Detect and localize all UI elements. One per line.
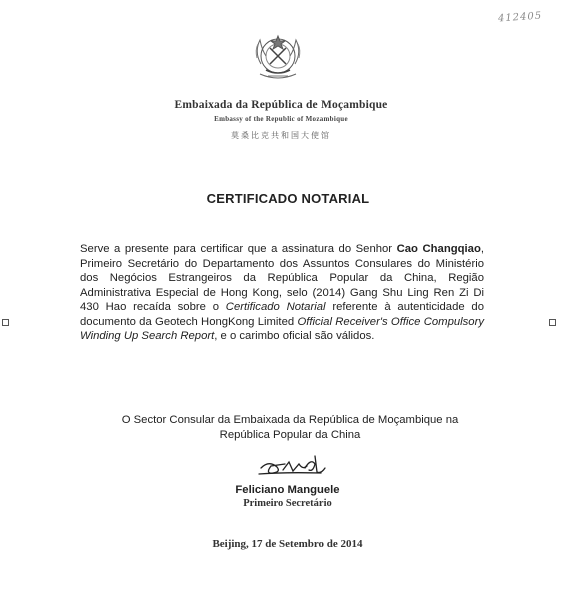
body-text-segment: , e o carimbo oficial são válidos. bbox=[214, 330, 375, 342]
certificate-body bbox=[80, 242, 484, 344]
signer-name: Feliciano Manguele bbox=[235, 484, 340, 496]
report-title: Official Receiver's Office Compulsory Winding Up Search Report bbox=[80, 315, 484, 342]
corner-handwritten-note: 412405 bbox=[497, 10, 543, 25]
left-resize-handle[interactable] bbox=[2, 319, 9, 326]
mozambique-emblem-icon bbox=[246, 30, 310, 88]
body-text-segment: Serve a presente para certificar que a assinatura do Senhor bbox=[80, 243, 397, 255]
closing-statement bbox=[40, 413, 540, 443]
embassy-name-english: Embassy of the Republic of Mozambique bbox=[214, 115, 348, 123]
closing-line: O Sector Consular da Embaixada da República de Moçambique na bbox=[121, 414, 459, 426]
embassy-name-chinese: 莫桑比克共和国大使馆 bbox=[231, 131, 331, 140]
signature-icon bbox=[255, 452, 335, 480]
embassy-name-portuguese: Embaixada da República de Moçambique bbox=[174, 99, 388, 111]
document-title: CERTIFICADO NOTARIAL bbox=[206, 191, 370, 206]
certificate-reference: Certificado Notarial bbox=[225, 301, 326, 313]
signer-title: Primeiro Secretário bbox=[243, 498, 332, 509]
right-resize-handle[interactable] bbox=[549, 319, 556, 326]
closing-line: República Popular da China bbox=[219, 429, 361, 441]
signatory-name: Cao Changqiao bbox=[396, 243, 481, 255]
document-date: Beijing, 17 de Setembro de 2014 bbox=[212, 538, 363, 550]
body-text-segment: , Primeiro Secretário do Departamento dos Assuntos Consulares do Ministério dos Negócios Estrangeiros da República Popular da China, Região Administrativa Especial de Hong Kong, selo (2014) Gang Shu Ling Ren Zi Di 430 Hao recaída sobre o bbox=[80, 243, 484, 313]
body-text-segment: referente à autenticidade do documento da Geotech HongKong Limited bbox=[80, 301, 485, 328]
